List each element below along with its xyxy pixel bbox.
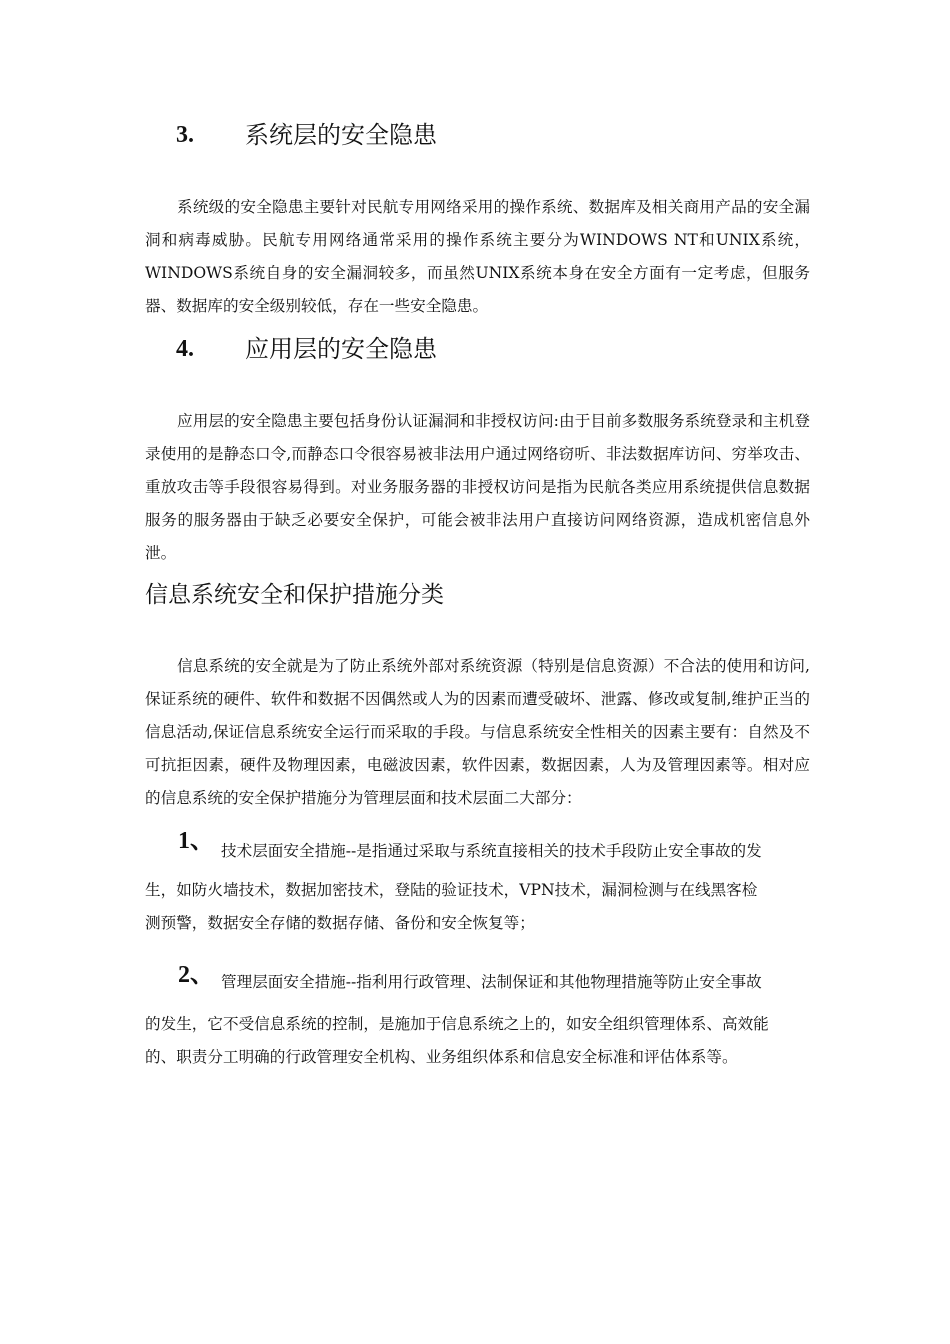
section-3-number: 3.	[176, 122, 194, 148]
section-4-title: 应用层的安全隐患	[245, 335, 437, 363]
section-4-number: 4.	[176, 336, 194, 362]
section-3-title: 系统层的安全隐患	[245, 121, 437, 149]
section-5-title: 信息系统安全和保护措施分类	[145, 582, 444, 608]
item-1-line-2: 生，如防火墙技术，数据加密技术，登陆的验证技术，VPN技术，漏洞检测与在线黑客检	[145, 881, 758, 899]
item-1-line-3: 测预警，数据安全存储的数据存储、备份和安全恢复等；	[145, 914, 535, 932]
item-2-number: 2、	[178, 962, 214, 988]
section-5-paragraph: 信息系统的安全就是为了防止系统外部对系统资源（特别是信息资源）不合法的使用和访问,保证系统的硬件、软件和数据不因偶然或人为的因素而遭受破坏、泄露、修改或复制,维护正当的信息活动,保证信息系统安全运行而采取的手段。与信息系统安全性相关的因素主要有：自然及不可抗拒因素，硬件及物理因素，电磁波因素，软件因素，数据因素，人为及管理因素等。相对应的信息系统的安全保护措施分为管理层面和技术层面二大部分：	[145, 657, 810, 807]
item-2-line-3: 的、职责分工明确的行政管理安全机构、业务组织体系和信息安全标准和评估体系等。	[145, 1048, 738, 1066]
item-1-number: 1、	[178, 828, 214, 854]
section-4-paragraph: 应用层的安全隐患主要包括身份认证漏洞和非授权访问:由于目前多数服务系统登录和主机登录使用的是静态口令,而静态口令很容易被非法用户通过网络窃听、非法数据库访问、穷举攻击、重放攻击等手段很容易得到。对业务服务器的非授权访问是指为民航各类应用系统提供信息数据服务的服务器由于缺乏必要安全保护，可能会被非法用户直接访问网络资源，造成机密信息外泄。	[145, 412, 810, 562]
item-2-first-line: 管理层面安全措施--指利用行政管理、法制保证和其他物理措施等防止安全事故	[221, 973, 762, 991]
section-3-paragraph: 系统级的安全隐患主要针对民航专用网络采用的操作系统、数据库及相关商用产品的安全漏洞和病毒威胁。民航专用网络通常采用的操作系统主要分为WINDOWS NT和UNIX系统，WINDOWS系统自身的安全漏洞较多，而虽然UNIX系统本身在安全方面有一定考虑，但服务器、数据库的安全级别较低，存在一些安全隐患。	[145, 198, 810, 315]
item-1-first-line: 技术层面安全措施--是指通过采取与系统直接相关的技术手段防止安全事故的发	[221, 842, 762, 860]
item-2-line-2: 的发生，它不受信息系统的控制，是施加于信息系统之上的，如安全组织管理体系、高效能	[145, 1015, 769, 1033]
